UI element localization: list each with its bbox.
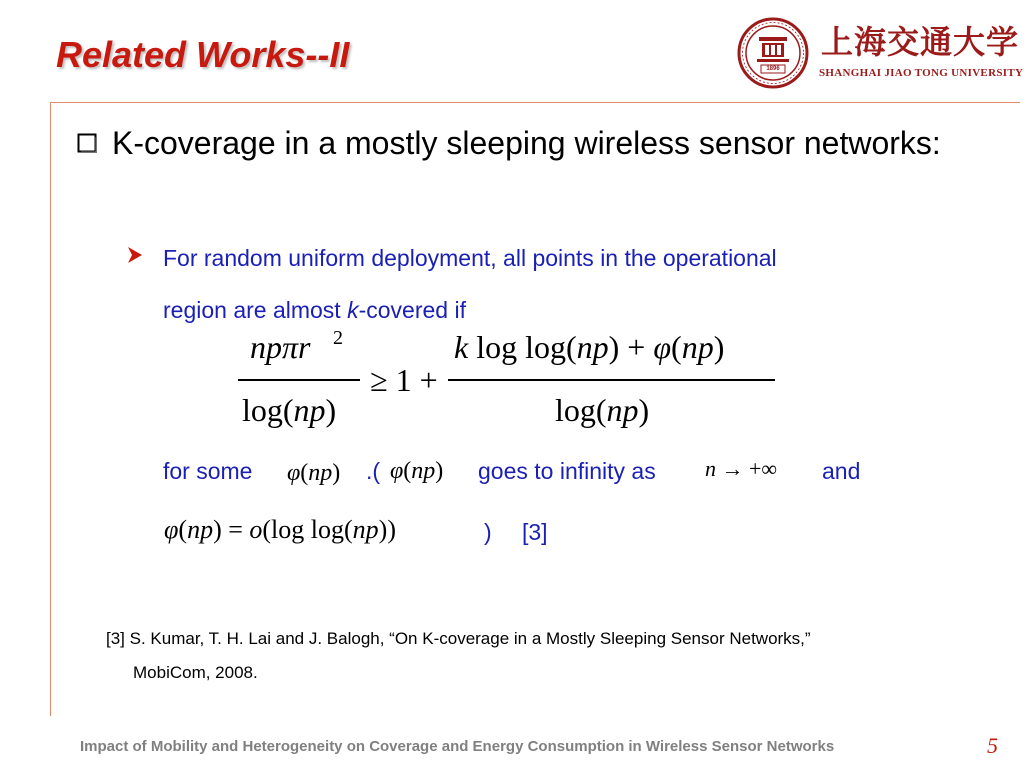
condition-line-1: [163, 458, 252, 485]
svg-text:log(np): log(np): [242, 392, 337, 428]
and-label: and: [822, 458, 861, 484]
slide-title: Related Works--II: [56, 34, 350, 75]
svg-text:n → +∞: n → +∞: [705, 456, 778, 481]
university-seal-icon: [737, 17, 809, 89]
footer-title: Impact of Mobility and Heterogeneity on Coverage and Energy Consumption in Wireless Sensor Networks: [80, 738, 835, 755]
svg-text:npπr: npπr: [250, 329, 311, 365]
svg-text:φ(np): φ(np): [390, 458, 444, 484]
reference-line-1: [3] S. Kumar, T. H. Lai and J. Balogh, “On K-coverage in a Mostly Sleeping Sensor Networks,”: [106, 629, 811, 648]
seal-year: 1896: [766, 66, 780, 72]
svg-text:φ(np) = o(log log(np)): φ(np) = o(log log(np)): [164, 515, 396, 544]
phi-np-formula-2: [388, 454, 468, 488]
reference-citation: [106, 622, 966, 690]
goes-to-infinity-label: goes to infinity as: [478, 458, 656, 484]
page-number: 5: [987, 733, 998, 758]
k-coverage-condition-equation: [230, 325, 790, 435]
bullet-random-deployment-text: [163, 232, 953, 336]
for-some-label: for some: [163, 458, 253, 484]
left-margin-rule: [50, 102, 51, 716]
open-paren: .(: [366, 458, 381, 484]
bullet-k-coverage-text: K-coverage in a mostly sleeping wireless sensor networks:: [112, 125, 941, 161]
svg-text:φ(np): φ(np): [287, 460, 341, 486]
header-divider: [50, 102, 1020, 103]
bullet-line-1: For random uniform deployment, all points in the operational: [163, 245, 777, 271]
phi-growth-formula: [162, 511, 482, 549]
university-name-english: SHANGHAI JIAO TONG UNIVERSITY: [819, 67, 1024, 79]
reference-line-2: MobiCom, 2008.: [133, 663, 258, 682]
university-logo: [737, 17, 1024, 95]
svg-text:≥ 1 +: ≥ 1 +: [370, 362, 438, 398]
university-name-chinese: 上海交通大学: [821, 23, 1020, 61]
arrowhead-bullet-icon: [125, 245, 145, 265]
hollow-square-bullet-icon: [77, 133, 97, 153]
citation-ref: [3]: [522, 519, 548, 545]
svg-text:2: 2: [333, 327, 343, 349]
n-to-infinity-formula: [703, 454, 813, 488]
close-paren: ): [484, 519, 492, 545]
phi-np-formula: [285, 456, 365, 490]
svg-text:log(np): log(np): [555, 392, 650, 428]
bullet-line-2: region are almost k-covered if: [163, 297, 466, 323]
svg-text:k log log(np) + φ(np): k log log(np) + φ(np): [454, 329, 725, 365]
